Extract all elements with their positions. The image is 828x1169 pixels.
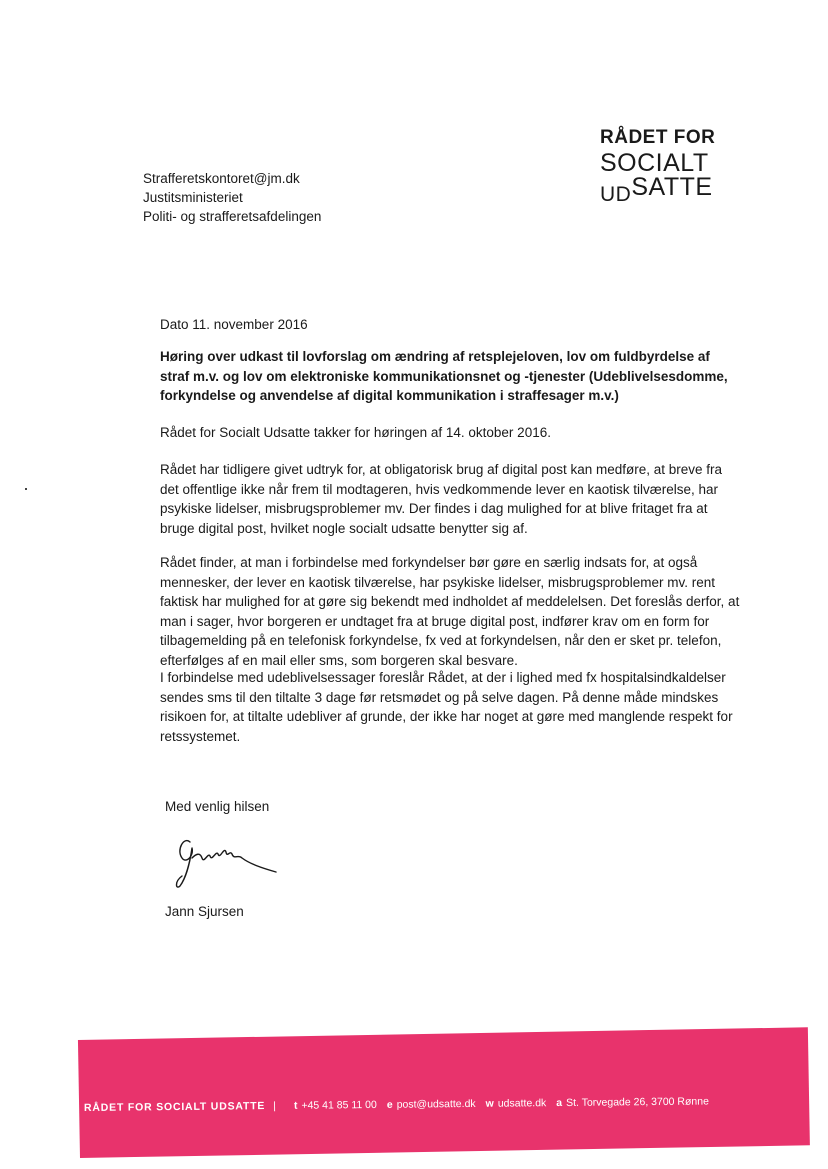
closing-greeting: Med venlig hilsen	[165, 799, 270, 814]
recipient-department: Politi- og strafferetsafdelingen	[143, 209, 322, 224]
footer-separator: |	[273, 1099, 276, 1113]
logo-ud: UD	[600, 183, 632, 206]
recipient-address	[143, 169, 321, 226]
footer-phone-key: t	[293, 1099, 298, 1112]
footer-web-key: w	[485, 1097, 494, 1110]
paragraph-3: Rådet finder, at man i forbindelse med forkyndelser bør gøre en særlig indsats for, at også mennesker, der lever en kaotisk tilværelse, har psykiske lidelser, misbrugsproblemer mv. rent faktisk har mulighed for at gøre sig bekendt med indholdet af meddelelsen. Det foreslås derfor, at man i sager, hvor borgeren er undtaget fra at bruge digital post, indfører krav om en form for tilbagemelding på en telefonisk forkyndelse, fx ved at forkyndelsen, når den er sket pr. telefon, efterfølges af en mail eller sms, som borgeren skal besvare.	[160, 555, 740, 668]
footer-address-key: a	[556, 1096, 563, 1110]
footer-band	[78, 1027, 810, 1158]
footer-email-key: e	[386, 1098, 393, 1111]
organization-logo	[600, 128, 740, 206]
handwritten-signature	[172, 828, 282, 892]
footer-email: post@udsatte.dk	[396, 1097, 476, 1111]
footer-address: St. Torvegade 26, 3700 Rønne	[566, 1095, 709, 1109]
scan-speck	[25, 488, 27, 490]
footer-website: udsatte.dk	[497, 1097, 547, 1110]
logo-line-1: RÅDET FOR	[600, 127, 716, 148]
logo-satte: SATTE	[631, 173, 713, 201]
paragraph-1: Rådet for Socialt Udsatte takker for høringen af 14. oktober 2016.	[160, 425, 551, 440]
letter-date: Dato 11. november 2016	[160, 317, 308, 332]
recipient-email: Strafferetskontoret@jm.dk	[143, 171, 300, 186]
paragraph-2: Rådet har tidligere givet udtryk for, at obligatorisk brug af digital post kan medføre, at breve fra det offentlige ikke når frem til modtageren, hvis vedkommende lever en kaotisk tilværelse, har psykiske lidelser, misbrugsproblemer mv. Der findes i dag mulighed for at blive fritaget fra at bruge digital post, hvilket nogle socialt udsatte benytter sig af.	[160, 462, 723, 536]
paragraph-4: I forbindelse med udeblivelsessager foreslår Rådet, at der i lighed med fx hospitalsindkaldelser sendes sms til den tiltalte 3 dage før retsmødet og på selve dagen. På denne måde mindskes risikoen for, at tiltalte udebliver af grunde, der ikke har noget at gøre med manglende respekt for retssystemet.	[160, 670, 733, 744]
footer-phone: +45 41 85 11 00	[301, 1098, 377, 1112]
logo-line-3	[600, 173, 740, 206]
footer-org-name: RÅDET FOR SOCIALT UDSATTE	[83, 1100, 266, 1114]
logo-line-2: SOCIALT	[600, 149, 709, 177]
signer-name: Jann Sjursen	[165, 904, 244, 919]
recipient-ministry: Justitsministeriet	[143, 190, 243, 205]
letter-subject: Høring over udkast til lovforslag om ændring af retsplejeloven, lov om fuldbyrdelse af straf m.v. og lov om elektroniske kommunikationsnet og -tjenester (Udeblivelsesdomme, forkyndelse og anvendelse af digital kommunikation i straffesager m.v.)	[160, 349, 728, 403]
